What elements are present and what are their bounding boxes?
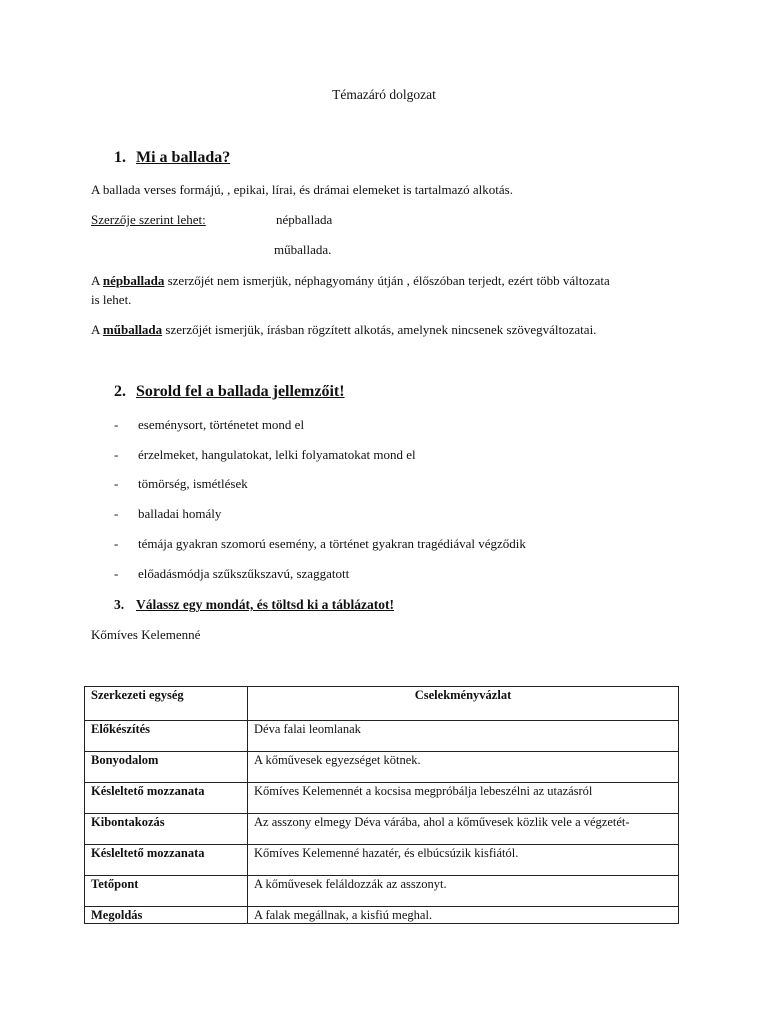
table-cell-plot: Déva falai leomlanak xyxy=(248,721,679,752)
list-item: balladai homály xyxy=(138,506,222,521)
mu-text: szerzőjét ismerjük, írásban rögzített alkotás, amelynek nincsenek szövegváltozatai. xyxy=(165,322,597,337)
list-item: eseménysort, történetet mond el xyxy=(138,417,305,432)
q1-number: 1. xyxy=(114,149,126,166)
q2-heading xyxy=(114,382,345,401)
table-row xyxy=(85,814,679,845)
q2-number: 2. xyxy=(114,383,126,400)
bullet-dash: - xyxy=(114,506,119,521)
q3-heading-text: Válassz egy mondát, és töltsd ki a táblázatot! xyxy=(136,597,394,612)
document-title: Témazáró dolgozat xyxy=(332,87,436,102)
table-row xyxy=(85,876,679,907)
table-cell-plot: Kőmíves Kelemenné hazatér, és elbúcsúzik kisfiától. xyxy=(248,845,679,876)
list-item: előadásmódja szűkszűkszavú, szaggatott xyxy=(138,566,350,581)
work-title: Kőmíves Kelemenné xyxy=(91,627,201,642)
by-author-label: Szerzője szerint lehet: xyxy=(91,212,206,227)
table-row xyxy=(85,845,679,876)
bullet-dash: - xyxy=(114,417,119,432)
table-cell-unit: Kibontakozás xyxy=(85,814,248,845)
table-header-row xyxy=(85,687,679,721)
q2-heading-text: Sorold fel a ballada jellemzőit! xyxy=(136,383,345,400)
bullet-dash: - xyxy=(114,447,119,462)
q1-definition: A ballada verses formájú, , epikai, lírai, és drámai elemeket is tartalmazó alkotás. xyxy=(91,182,513,197)
table-cell-unit: Megoldás xyxy=(85,907,248,924)
type-muballada: műballada. xyxy=(274,242,332,257)
table-row xyxy=(85,907,679,924)
nep-prefix: A xyxy=(91,273,100,288)
table-cell-plot: A falak megállnak, a kisfiú meghal. xyxy=(248,907,679,924)
table-cell-plot: Az asszony elmegy Déva várába, ahol a kőművesek közlik vele a végzetét- xyxy=(248,814,679,845)
list-item: tömörség, ismétlések xyxy=(138,476,248,491)
table-cell-unit: Késleltető mozzanata xyxy=(85,783,248,814)
q3-number: 3. xyxy=(114,597,125,612)
bullet-dash: - xyxy=(114,476,119,491)
nep-term: népballada xyxy=(102,273,165,288)
mu-term: műballada xyxy=(102,322,163,337)
q1-heading-text: Mi a ballada? xyxy=(136,149,231,166)
bullet-dash: - xyxy=(114,566,119,581)
list-item: témája gyakran szomorú esemény, a történet gyakran tragédiával végződik xyxy=(138,536,526,551)
q3-heading xyxy=(114,595,394,614)
table-row xyxy=(85,752,679,783)
list-item: érzelmeket, hangulatokat, lelki folyamatokat mond el xyxy=(138,447,416,462)
structure-table xyxy=(84,686,679,924)
table-cell-plot: A kőművesek egyezséget kötnek. xyxy=(248,752,679,783)
q1-heading xyxy=(114,148,230,167)
table-cell-unit: Előkészítés xyxy=(85,721,248,752)
table-header-structure: Szerkezeti egység xyxy=(85,687,248,721)
table-cell-plot: A kőművesek feláldozzák az asszonyt. xyxy=(248,876,679,907)
type-nepballada: népballada xyxy=(276,212,333,227)
table-cell-unit: Tetőpont xyxy=(85,876,248,907)
table-row xyxy=(85,783,679,814)
mu-prefix: A xyxy=(91,322,100,337)
nepballada-paragraph-line1 xyxy=(91,271,610,290)
nep-text: szerzőjét nem ismerjük, néphagyomány útján , élőszóban terjedt, ezért több változata xyxy=(167,273,610,288)
nepballada-paragraph-line2: is lehet. xyxy=(91,292,132,307)
muballada-paragraph xyxy=(91,320,596,339)
table-row xyxy=(85,721,679,752)
table-cell-unit: Bonyodalom xyxy=(85,752,248,783)
bullet-dash: - xyxy=(114,536,119,551)
table-header-plot: Cselekményvázlat xyxy=(248,687,679,721)
table-cell-plot: Kőmíves Kelemennét a kocsisa megpróbálja lebeszélni az utazásról xyxy=(248,783,679,814)
table-cell-unit: Késleltető mozzanata xyxy=(85,845,248,876)
